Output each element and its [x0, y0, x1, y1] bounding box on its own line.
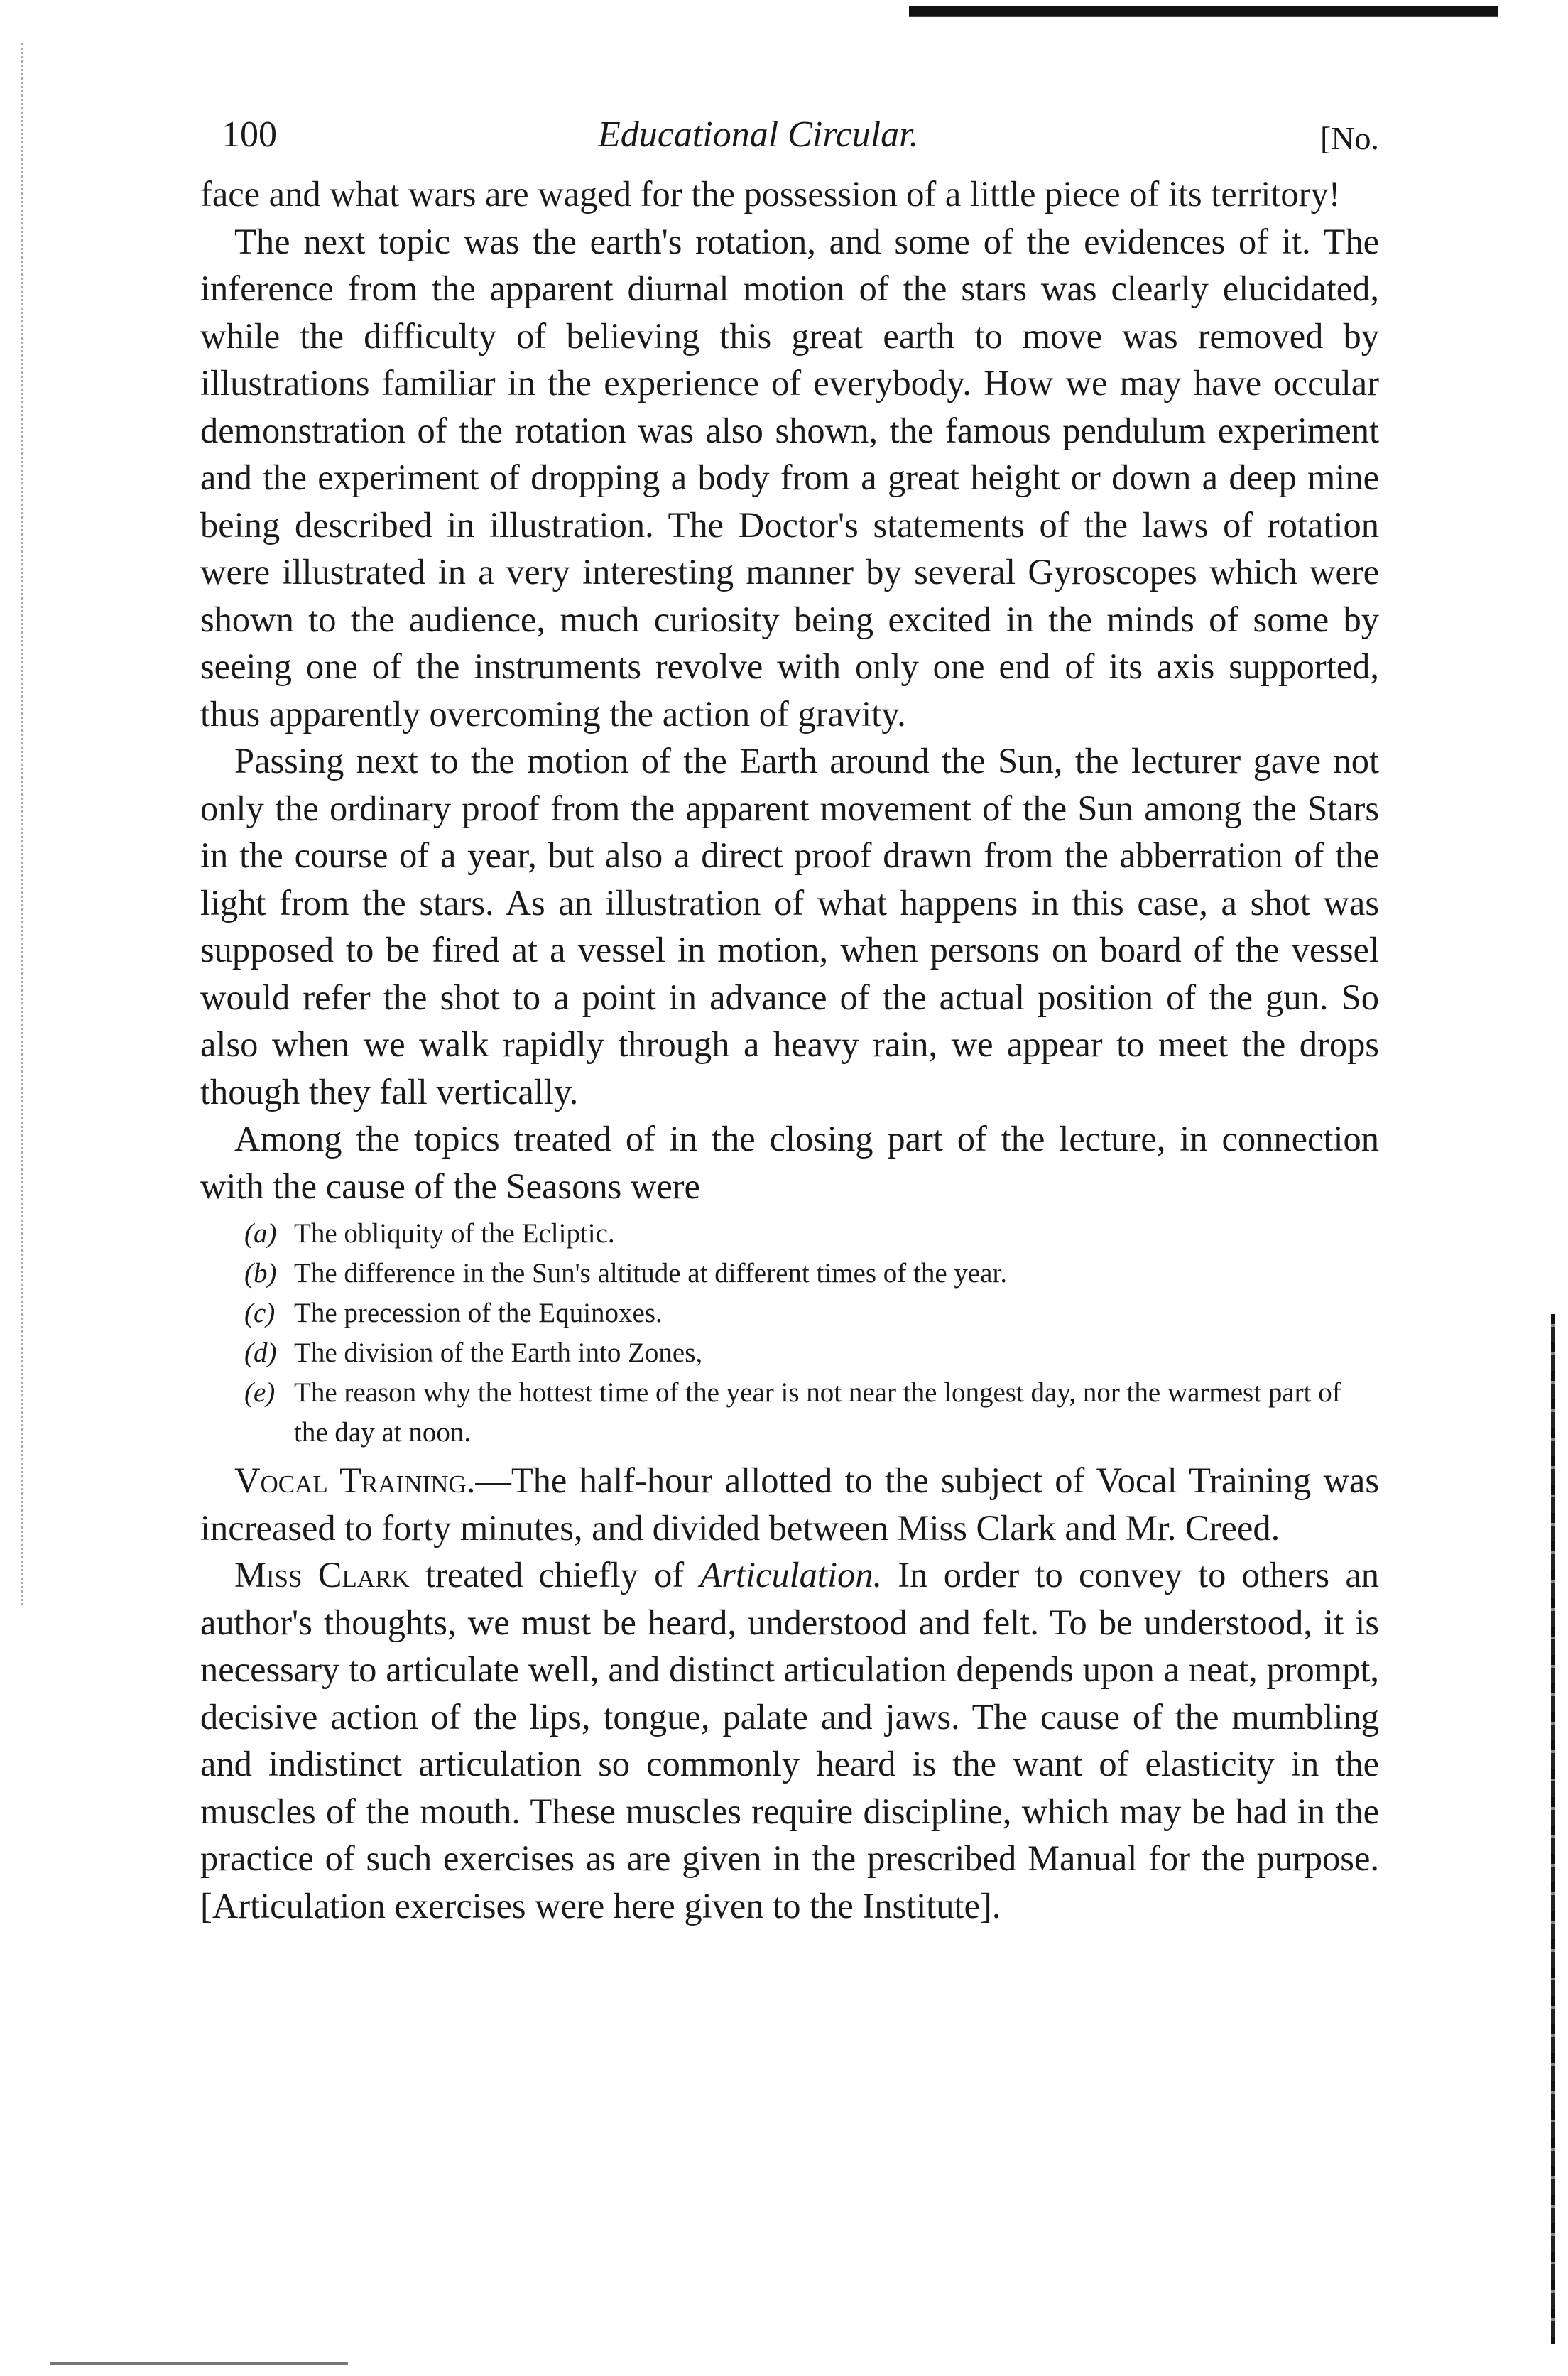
list-item-letter: (c)	[244, 1298, 276, 1328]
left-margin-binding	[21, 43, 45, 1605]
list-item-text: The obliquity of the Ecliptic.	[294, 1218, 615, 1249]
paragraph-vocal-training	[200, 1457, 1379, 1551]
paragraph-articulation	[200, 1551, 1379, 1929]
article-body	[200, 170, 1379, 1929]
page	[200, 107, 1379, 1929]
list-item-text: The difference in the Sun's altitude at different times of the year.	[294, 1258, 1008, 1289]
bottom-rule	[50, 2362, 348, 2365]
section-heading-vocal-training: Vocal Training.	[234, 1460, 476, 1500]
list-item-letter: (b)	[244, 1258, 277, 1289]
paragraph-orbit: Passing next to the motion of the Earth around the Sun, the lecturer gave not only the ordinary proof from the apparent movement of the Sun among the Stars in the course of a year, but also a direct proof drawn from the abberration of the light from the stars. As an illustration of what happens in this case, a shot was supposed to be fired at a vessel in motion, when persons on board of the vessel would refer the shot to a point in advance of the actual position of the gun. So also when we walk rapidly through a heavy rain, we appear to meet the drops though they fall vertically.	[200, 741, 1379, 1112]
list-item	[244, 1293, 1379, 1333]
seasons-topic-list	[244, 1214, 1379, 1453]
articulation-text-a: treated chiefly of	[409, 1555, 700, 1595]
speaker-name: Miss Clark	[234, 1555, 410, 1595]
page-number: 100	[222, 114, 277, 155]
paragraph-seasons-intro: Among the topics treated of in the closing part of the lecture, in connection with the cause of the Seasons were	[200, 1119, 1379, 1206]
top-rule-thin	[909, 16, 1498, 17]
list-item	[244, 1254, 1379, 1293]
running-head	[200, 107, 1379, 170]
list-item	[244, 1373, 1379, 1453]
list-item-text: The division of the Earth into Zones,	[294, 1338, 703, 1368]
paragraph-rotation: The next topic was the earth's rotation, and some of the evidences of it. The inference from the apparent diurnal motion of the stars was clearly elucidated, while the difficulty of believing this great earth to move was removed by illustrations familiar in the experience of everybody. How we may have occular demonstration of the rotation was also shown, the famous pendulum experiment and the experiment of dropping a body from a great height or down a deep mine being described in illustration. The Doctor's statements of the laws of rotation were illustrated in a very interesting manner by several Gyroscopes which were shown to the audience, much curiosity being excited in the minds of some by seeing one of the instruments revolve with only one end of its axis supported, thus apparently overcoming the action of gravity.	[200, 221, 1379, 734]
vocal-training-text: —The half-hour allotted to the subject of Vocal Training was increased to forty minutes, and divided between Miss Clark and Mr. Creed.	[200, 1460, 1379, 1548]
issue-mark: [No.	[1319, 120, 1379, 156]
list-item	[244, 1214, 1379, 1254]
list-item-text: The reason why the hottest time of the year is not near the longest day, nor the warmest part of the day at noon.	[294, 1377, 1341, 1448]
list-item-letter: (a)	[244, 1218, 277, 1249]
journal-title: Educational Circular.	[598, 114, 919, 155]
list-item-letter: (e)	[244, 1377, 276, 1408]
list-item	[244, 1333, 1379, 1373]
right-margin-binding	[1551, 1314, 1555, 2344]
list-item-letter: (d)	[244, 1338, 277, 1368]
articulation-text-b: In order to convey to others an author's thoughts, we must be heard, understood and felt. To be understood, it is necessary to articulate well, and distinct articulation depends upon a neat, prompt, decisive action of the lips, tongue, palate and jaws. The cause of the mumbling and indistinct articulation so commonly heard is the want of elasticity in the muscles of the mouth. These muscles require discipline, which may be had in the practice of such exercises as are given in the prescribed Manual for the purpose. [Articulation exercises were here given to the Institute].	[200, 1555, 1379, 1926]
paragraph-continued: face and what wars are waged for the possession of a little piece of its territory!	[200, 174, 1341, 214]
list-item-text: The precession of the Equinoxes.	[294, 1298, 663, 1328]
articulation-topic: Articulation.	[699, 1555, 883, 1595]
